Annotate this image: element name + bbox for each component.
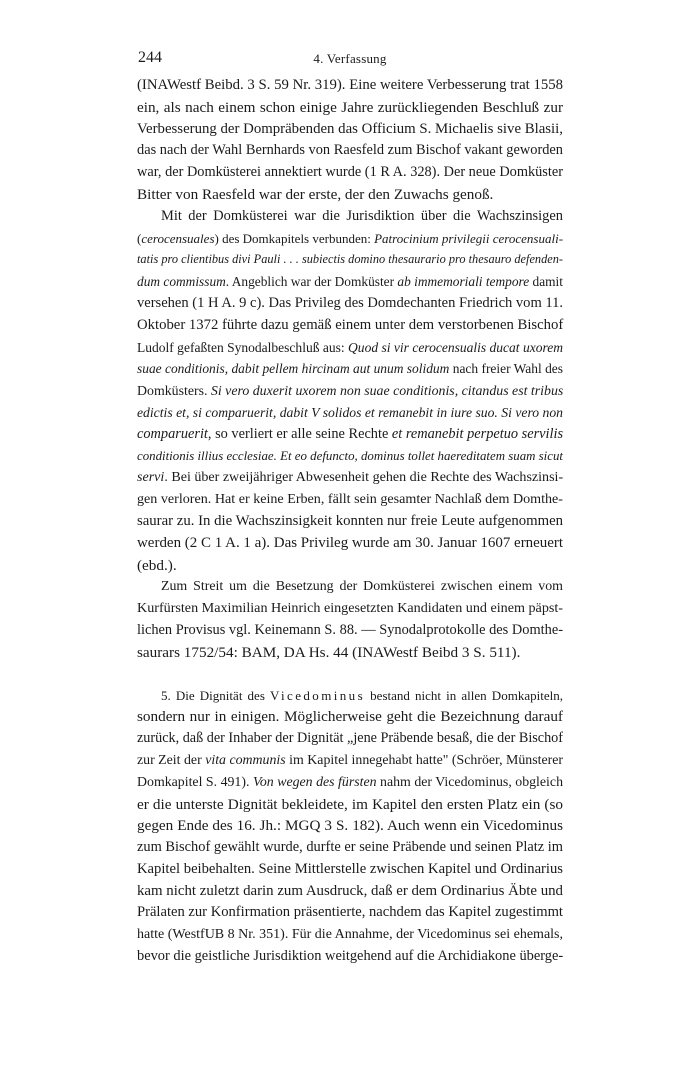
text-line: (ebd.). [137,556,177,574]
text-line: (INAWestf Beibd. 3 S. 59 Nr. 319). Eine weitere Verbesserung trat 1558 [137,77,563,93]
text-line: servi. Bei über zweijähriger Abwesenheit gehen die Rechte des Wachszinsi- [137,469,564,486]
text-line: saurars 1752/54: BAM, DA Hs. 44 (INAWestf Beibd 3 S. 511). [137,643,521,661]
text-line: Bitter von Raesfeld war der erste, der den Zuwachs genoß. [137,185,494,203]
text-line: edictis et, si comparuerit, dabit V solidos et remanebit in iure suo. Si vero non [137,404,563,420]
text-line: Oktober 1372 führte dazu gemäß einem unter dem verstorbenen Bischof [137,316,564,333]
paragraph [137,685,563,968]
text-line: Zum Streit um die Besetzung der Domküsterei zwischen einem vom [161,579,563,595]
text-line: saurar zu. In die Wachszinsigkeit konnten nur freie Leute aufgenommen [137,512,563,529]
paragraph [137,576,563,663]
text-line: gen verloren. Hat er keine Erben, fällt sein gesamter Nachlaß dem Domthe- [137,491,563,508]
text-line: 5. Die Dignität des Vicedominus bestand nicht in allen Domkapiteln, [161,687,564,703]
text-line: comparuerit, so verliert er alle seine Rechte et remanebit perpetuo servilis [137,425,564,442]
text-line: lichen Provisus vgl. Keinemann S. 88. — Synodalprotokolle des Domthe- [137,621,563,638]
text-line: Kapitel beibehalten. Seine Mittlerstelle zwischen Kapitel und Ordinarius [137,860,563,877]
body-text [137,75,563,968]
text-line: Kurfürsten Maximilian Heinrich eingesetzten Kandidaten und einem päpst- [137,600,563,617]
text-line: er die unterste Dignität bekleidete, im Kapitel den ersten Platz ein (so [137,795,563,813]
text-line: Mit der Domküsterei war die Jurisdiktion über die Wachszinsigen [161,207,563,224]
text-line: war, der Domküsterei annektiert wurde (1 R A. 328). Der neue Domküster [137,164,563,181]
text-line: sondern nur in einigen. Möglicherweise geht die Bezeichnung darauf [137,708,563,726]
running-head: 4. Verfassung [313,51,387,66]
text-line: kam nicht zuletzt darin zum Ausdruck, daß er dem Ordinarius Äbte und [137,882,563,899]
section-gap [137,664,563,685]
text-line: conditionis illius ecclesiae. Et eo defuncto, dominus tollet haereditatem suam sicut [137,448,563,463]
text-line: Ludolf gefaßten Synodalbeschluß aus: Quod si vir cerocensualis ducat uxorem [137,339,563,355]
text-line: zur Zeit der vita communis im Kapitel innegehabt hatte" (Schröer, Münsterer [137,752,564,768]
text-line: zurück, daß der Inhaber der Dignität „jene Präbende besaß, die der Bischof [137,730,563,747]
text-line: Domkapitel S. 491). Von wegen des fürsten nahm der Vicedominus, obgleich [137,774,563,790]
text-line: werden (2 C 1 A. 1 a). Das Privileg wurde am 30. Januar 1607 erneuert [137,534,564,551]
text-line: zum Bischof gewählt wurde, durfte er seine Präbende und seinen Platz im [137,839,563,856]
paragraph [137,75,563,206]
paragraph [137,206,563,577]
text-line: dum commissum. Angeblich war der Domküster ab immemoriali tempore damit [137,274,563,290]
text-line: suae conditionis, dabit pellem hircinam aut unum solidum nach freier Wahl des [137,361,563,377]
text-line: Verbesserung der Dompräbenden das Officium S. Michaelis sive Blasii, [137,120,563,137]
text-line: tatis pro clientibus divi Pauli . . . subiectis domino thesaurario pro thesauro defenden- [137,252,563,267]
text-line: hatte (WestfUB 8 Nr. 351). Für die Annahme, der Vicedominus sei ehemals, [137,927,563,943]
text-line: das nach der Wahl Bernhards von Raesfeld zum Bischof vakant geworden [137,142,563,159]
text-line: Domküsters. Si vero duxerit uxorem non suae conditionis, citandus est tribus [137,383,564,399]
text-line: gegen Ende des 16. Jh.: MGQ 3 S. 182). Auch wenn ein Vicedominus [137,817,563,835]
text-line: (cerocensuales) des Domkapitels verbunden: Patrocinium privilegii cerocensuali- [137,230,564,246]
text-line: ein, als nach einem schon einige Jahre zurückliegenden Beschluß zur [137,98,563,116]
text-line: versehen (1 H A. 9 c). Das Privileg des Domdechanten Friedrich vom 11. [137,294,564,311]
text-line: Prälaten zur Konfirmation präsentierte, nachdem das Kapitel zugestimmt [137,904,563,921]
page-number: 244 [138,49,162,66]
text-line: bevor die geistliche Jurisdiktion weitgehend auf die Archidiakone überge- [137,948,564,965]
